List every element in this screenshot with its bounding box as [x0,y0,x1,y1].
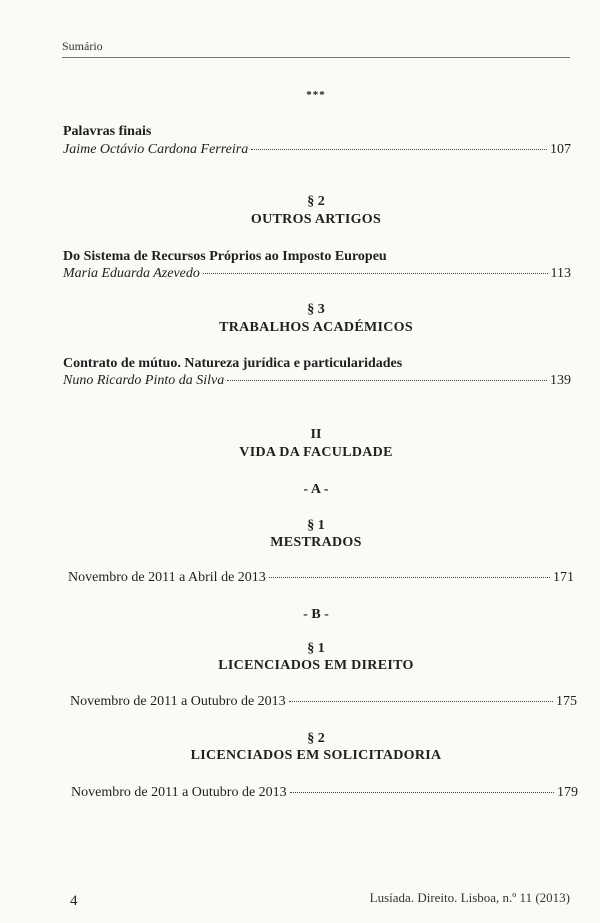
page-number: 4 [70,893,78,909]
entry-page-number: 107 [550,142,571,157]
section-title-licenciados-direito: LICENCIADOS EM DIREITO [218,658,414,673]
entry-period: Novembro de 2011 a Outubro de 2013 [70,694,286,709]
dot-leader [269,577,550,578]
entry-period: Novembro de 2011 a Outubro de 2013 [71,785,287,800]
section-sign: § 2 [307,731,325,746]
part-numeral: II [310,427,322,442]
section-title-mestrados: MESTRADOS [270,535,362,550]
entry-page-number: 113 [550,266,571,281]
entry-line-licenciados-solicitadoria[interactable] [71,785,578,801]
section-title-licenciados-solicitadoria: LICENCIADOS EM SOLICITADORIA [190,748,442,763]
entry-page-number: 139 [550,373,571,388]
dot-leader [289,701,553,702]
section-sign: § 2 [307,194,325,209]
entry-line-licenciados-direito[interactable] [70,694,577,710]
header-rule [62,57,570,58]
section-sign: § 3 [307,302,325,317]
dot-leader [251,149,547,150]
entry-author: Nuno Ricardo Pinto da Silva [63,373,225,388]
entry-title-sistema-recursos: Do Sistema de Recursos Próprios ao Imposto Europeu [63,249,387,264]
separator-asterisks: *** [306,89,326,101]
entry-page-number: 171 [553,570,574,585]
entry-author: Maria Eduarda Azevedo [63,266,200,281]
subdivision-a: - A - [303,482,329,497]
entry-line-palavras-finais[interactable] [63,142,571,158]
dot-leader [290,792,554,793]
entry-line-mestrados[interactable] [68,570,574,586]
entry-author: Jaime Octávio Cardona Ferreira [63,142,249,157]
entry-page-number: 175 [556,694,577,709]
section-title-trabalhos-academicos: TRABALHOS ACADÉMICOS [219,320,413,335]
entry-page-number: 179 [557,785,578,800]
section-sign: § 1 [307,518,325,533]
entry-title-palavras-finais: Palavras finais [63,124,152,139]
section-sign: § 1 [307,641,325,656]
section-title-outros-artigos: OUTROS ARTIGOS [250,212,382,227]
dot-leader [227,380,547,381]
part-title-vida-da-faculdade: VIDA DA FACULDADE [239,445,393,460]
entry-period: Novembro de 2011 a Abril de 2013 [68,570,266,585]
entry-line-contrato-mutuo[interactable] [63,373,571,389]
entry-line-sistema-recursos[interactable] [63,266,571,282]
journal-citation: Lusíada. Direito. Lisboa, n.º 11 (2013) [369,890,570,905]
dot-leader [203,273,548,274]
subdivision-b: - B - [303,607,329,622]
running-head: Sumário [62,39,103,53]
entry-title-contrato-mutuo: Contrato de mútuo. Natureza jurídica e particularidades [63,356,403,371]
